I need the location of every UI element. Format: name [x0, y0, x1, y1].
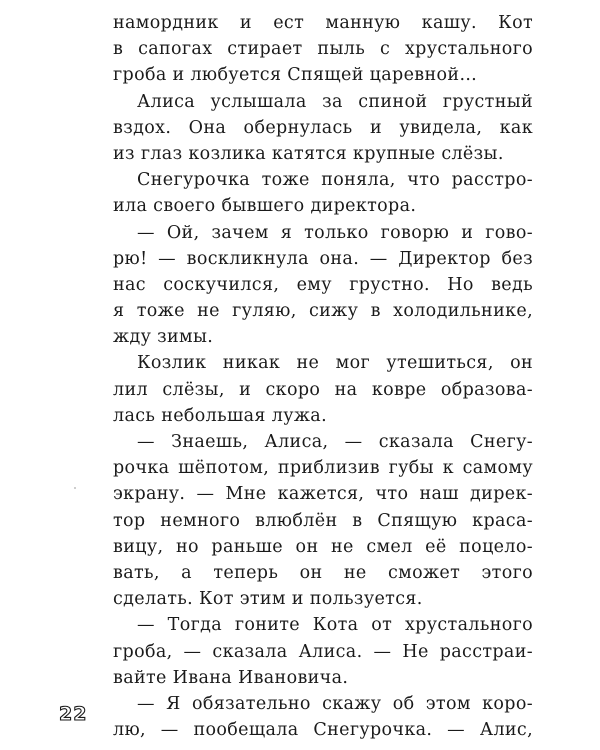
- text-line: жду зимы.: [113, 327, 214, 348]
- paragraph-start-line: Снегурочка тоже поняла, что расстро-: [137, 170, 533, 191]
- paragraph-start-line: Алиса услышала за спиной грустный: [137, 91, 533, 112]
- paragraph-start-line: Козлик никак не мог утешиться, он: [137, 353, 533, 374]
- text-line: лю, — пообещала Снегурочка. — Алис,: [113, 720, 533, 741]
- scan-speck: [74, 487, 76, 489]
- text-line: намордник и ест манную кашу. Кот: [113, 13, 533, 33]
- text-line: вицу, но раньше он не смел её поцело-: [113, 536, 533, 557]
- paragraph-start-line: — Ой, зачем я только говорю и гово-: [137, 222, 533, 243]
- text-line: в сапогах стирает пыль с хрустального: [113, 39, 533, 60]
- text-line: вздох. Она обернулась и увидела, как: [113, 117, 533, 138]
- text-line: ила своего бывшего директора.: [113, 196, 417, 217]
- text-line: рю! — воскликнула она. — Директор без: [113, 248, 533, 269]
- text-line: я тоже не гуляю, сижу в холодильнике,: [113, 301, 533, 322]
- page-number: 22: [59, 703, 88, 725]
- text-line: гроба и любуется Спящей царевной…: [113, 65, 478, 86]
- text-line: вать, а теперь он не сможет этого: [113, 562, 533, 583]
- text-line: тор немного влюблён в Спящую краса-: [113, 510, 533, 531]
- text-line: гроба, — сказала Алиса. — Не расстраи-: [113, 641, 533, 662]
- text-line: нас соскучился, ему грустно. Но ведь: [113, 274, 533, 295]
- paragraph-start-line: — Я обязательно скажу об этом коро-: [137, 693, 533, 714]
- paragraph-start-line: — Знаешь, Алиса, — сказала Снегу-: [137, 432, 533, 452]
- text-line: из глаз козлика катятся крупные слёзы.: [113, 143, 504, 164]
- paragraph-start-line: — Тогда гоните Кота от хрустального: [137, 615, 533, 636]
- text-line: рочка шёпотом, приблизив губы к самому: [113, 458, 533, 479]
- text-line: лил слёзы, и скоро на ковре образова-: [113, 379, 533, 400]
- text-line: сделать. Кот этим и пользуется.: [113, 589, 423, 610]
- text-line: лась небольшая лужа.: [113, 405, 327, 426]
- text-line: экрану. — Мне кажется, что наш дирек-: [113, 484, 533, 505]
- text-line: вайте Ивана Ивановича.: [113, 667, 349, 688]
- body-text: [113, 10, 533, 743]
